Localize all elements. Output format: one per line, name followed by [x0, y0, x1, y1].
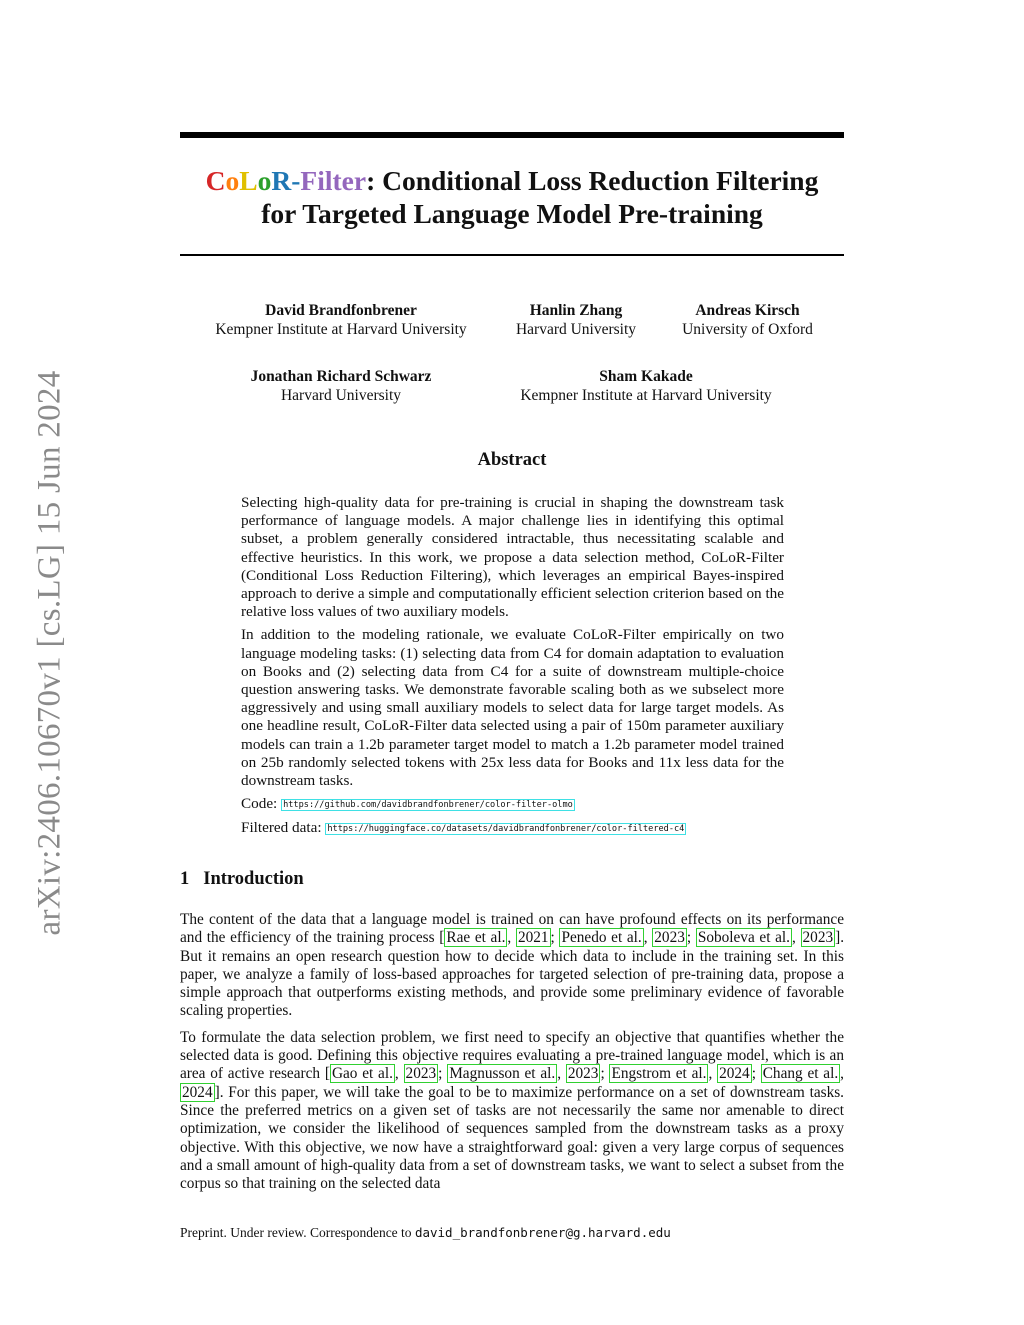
title-letter: t — [332, 165, 342, 196]
introduction-body — [180, 911, 844, 1201]
text-run: , — [840, 1065, 844, 1083]
code-link[interactable]: https://github.com/davidbrandfonbrener/color-filter-olmo — [283, 800, 573, 811]
text-run: , — [792, 929, 801, 947]
author-name: Sham Kakade — [599, 368, 693, 385]
author-name: Hanlin Zhang — [529, 302, 623, 319]
abstract-body — [241, 494, 784, 844]
author-affiliation: Kempner Institute at Harvard University — [520, 387, 772, 404]
text-run: ; — [686, 929, 696, 947]
text-run: ; — [751, 1065, 761, 1083]
author-affiliation: Harvard University — [515, 321, 637, 338]
section-number: 1 — [180, 869, 190, 889]
code-link-line — [241, 795, 784, 814]
text-run: , — [708, 1065, 718, 1083]
data-link-line — [241, 819, 784, 838]
citation-link[interactable]: Chang et al. — [762, 1065, 839, 1083]
citation-link[interactable]: Engstrom et al. — [611, 1065, 707, 1083]
citation-link[interactable]: Penedo et al. — [561, 929, 642, 947]
title-letter: R — [271, 165, 292, 196]
text-run: ; — [438, 1065, 448, 1083]
arxiv-identifier — [28, 360, 72, 945]
author-affiliation: Kempner Institute at Harvard University — [215, 321, 467, 338]
citation-link[interactable]: Gao et al. — [331, 1065, 393, 1083]
author-name: Andreas Kirsch — [695, 302, 800, 319]
citation-link[interactable]: Soboleva et al. — [697, 929, 791, 947]
paper-title — [180, 164, 844, 230]
author-block — [206, 301, 476, 339]
citation-link[interactable]: Magnusson et al. — [449, 1065, 556, 1083]
author-block — [670, 301, 825, 339]
title-line2: for Targeted Language Model Pre-training — [261, 198, 763, 229]
text-run: ; — [600, 1065, 610, 1083]
text-run: To formulate the data selection problem, we first need to specify an objective that quantifies whether the selected data is good. Defining this objective requires evaluating a pre-trained language model, which is an area of active research [ — [180, 1028, 844, 1083]
citation-link[interactable]: 2023 — [802, 929, 834, 947]
data-link[interactable]: https://huggingface.co/datasets/davidbrandfonbrener/color-filtered-c4 — [327, 824, 685, 835]
intro-paragraph — [180, 1029, 844, 1194]
author-affiliation: Harvard University — [280, 387, 402, 404]
text-run: , — [557, 1065, 566, 1083]
footnote-text: Preprint. Under review. Correspondence to — [180, 1225, 415, 1240]
author-affiliation: University of Oxford — [682, 321, 813, 338]
author-name: Jonathan Richard Schwarz — [250, 368, 432, 385]
author-block — [506, 301, 646, 339]
abstract-paragraph: Selecting high-quality data for pre-training is crucial in shaping the downstream task performance of language models. A major challenge lies in identifying this optimal subset, a problem generally considered intractable, thus necessitating scalable and effective heuristics. In this work, we propose a data selection method, CoLoR-Filter (Conditional Loss Reduction Filtering), which leverages an empirical Bayes-inspired approach to derive a simple and computationally efficient selection criterion based on the relative loss values of two auxiliary models. — [241, 494, 784, 621]
abstract-paragraph: In addition to the modeling rationale, we evaluate CoLoR-Filter empirically on two language modeling tasks: (1) selecting data from C4 for domain adaptation to evaluation on Books and (2) selecting data from C4 for a suite of downstream multiple-choice question answering tasks. We demonstrate favorable scaling both as we subselect more aggressively and using small auxiliary models to select data for large target models. As one headline result, CoLoR-Filter data selected using a pair of 150m parameter auxiliary models can train a 1.2b parameter target model to match a 1.2b parameter model trained on 25b randomly selected tokens with 25x less data for Books and 11x less data for the downstream tasks. — [241, 626, 784, 790]
title-line1-rest: : Conditional Loss Reduction Filtering — [366, 165, 819, 196]
footnote — [180, 1225, 671, 1241]
text-run: ; — [550, 929, 560, 947]
title-letter: F — [300, 165, 318, 196]
title-letter: L — [239, 165, 258, 196]
citation-link[interactable]: 2023 — [405, 1065, 437, 1083]
title-letter: o — [225, 165, 240, 196]
citation-link[interactable]: 2024 — [182, 1083, 213, 1101]
text-run: , — [643, 929, 653, 947]
text-run: , — [394, 1065, 404, 1083]
title-letter: C — [205, 165, 226, 196]
citation-link[interactable]: 2023 — [567, 1065, 599, 1083]
abstract-heading: Abstract — [477, 450, 547, 470]
text-run: , — [507, 929, 516, 947]
author-block — [506, 367, 786, 405]
citation-link[interactable]: Rae et al. — [446, 929, 506, 947]
section-title: Introduction — [203, 869, 304, 889]
title-letter: - — [291, 165, 301, 196]
data-label: Filtered data: — [241, 819, 322, 837]
intro-paragraph — [180, 911, 844, 1021]
title-letter: r — [353, 165, 367, 196]
author-name: David Brandfonbrener — [265, 302, 417, 319]
text-run: The content of the data that a language model is trained on can have profound effects on its performance and the efficiency of the training process [ — [180, 911, 844, 947]
citation-link[interactable]: 2023 — [654, 929, 685, 947]
title-letter: e — [341, 165, 354, 196]
text-run: ]. But it remains an open research question how to decide which data to include in the training set. In this paper, we analyze a family of loss-based approaches for targeted selection of pre-training data, propose a simple approach that outperforms existing methods, and provide some preliminary evidence of favorable scaling properties. — [180, 929, 845, 1020]
title-rule-bottom — [180, 254, 844, 256]
arxiv-identifier-text: arXiv:2406.10670v1 [cs.LG] 15 Jun 2024 — [31, 369, 68, 936]
correspondence-email: david_brandfonbrener@g.harvard.edu — [414, 1225, 671, 1240]
text-run: ]. For this paper, we will take the goal to be to maximize performance on a set of downstream tasks. Since the preferred metrics on a given set of tasks are not necessarily the same nor amenable to direct optimization, we consider the likelihood of sequences sampled from the downstream tasks as a proxy objective. With this objective, we now have a straightforward goal: given a very large corpus of sequences and a small amount of high-quality data from a set of downstream tasks, we want to select a subset from the corpus so that training on the selected data — [180, 1083, 844, 1193]
citation-link[interactable]: 2024 — [719, 1065, 750, 1083]
title-letter: i — [317, 165, 325, 196]
title-prefix — [206, 165, 366, 196]
section-heading — [180, 869, 304, 890]
title-rule-top — [180, 132, 844, 138]
title-letter: o — [257, 165, 272, 196]
author-block — [231, 367, 451, 405]
citation-link[interactable]: 2021 — [517, 929, 549, 947]
title-letter: l — [324, 165, 333, 196]
code-label: Code: — [241, 795, 278, 813]
